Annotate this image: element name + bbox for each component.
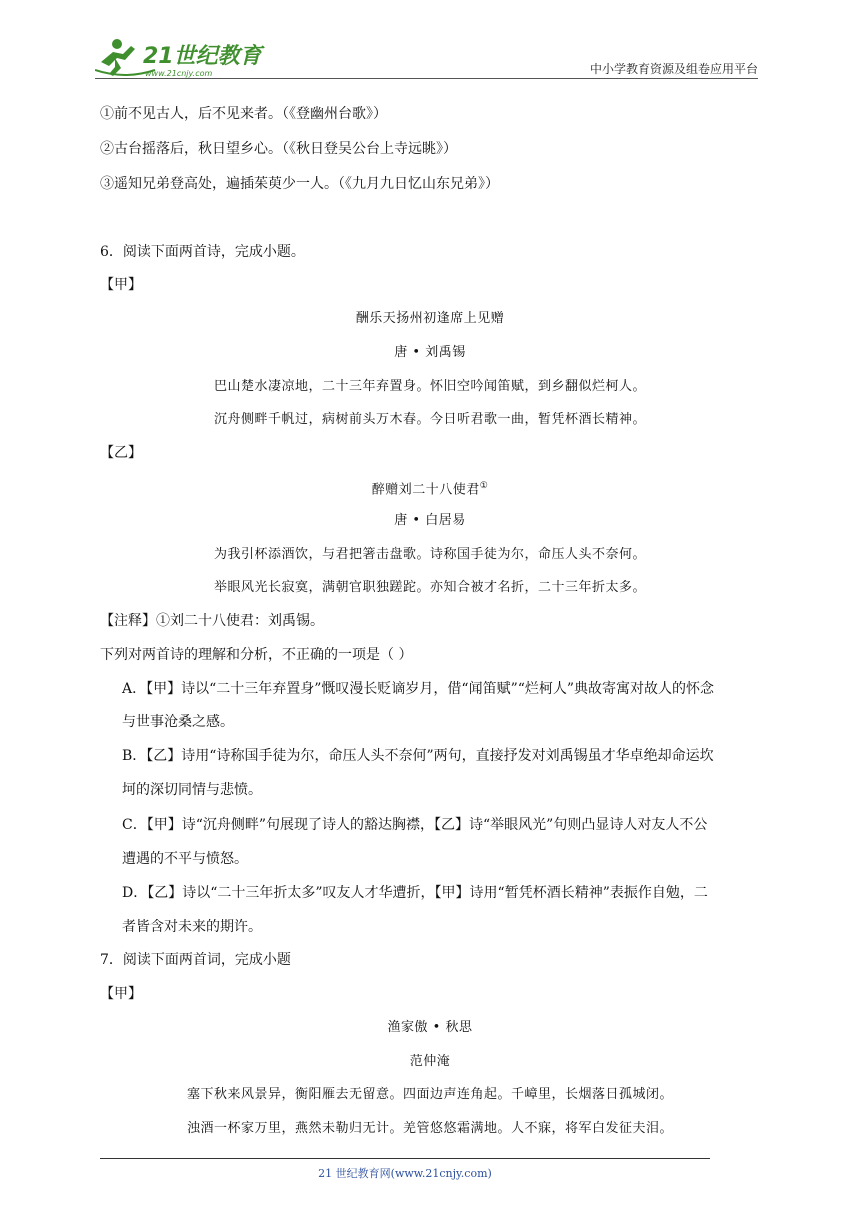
q6-yi-line-1: 为我引杯添酒饮，与君把箸击盘歌。诗称国手徒为尔，命压人头不奈何。 [213, 547, 646, 562]
q6-yi-tag: 【乙】 [100, 445, 142, 461]
q7-stem: 7．阅读下面两首词，完成小题 [100, 952, 291, 968]
footer-divider [100, 1158, 710, 1159]
option-d-line-2: 者皆含对未来的期许。 [122, 919, 262, 935]
prev-line-1: ①前不见古人，后不见来者。（《登幽州台歌》） [100, 106, 387, 122]
q6-jia-author: 唐 • 刘禹锡 [394, 345, 466, 360]
q6-yi-title: 醉赠刘二十八使君① [371, 481, 489, 498]
q7-line-2: 浊酒一杯家万里，燕然未勒归无计。羌管悠悠霜满地。人不寐，将军白发征夫泪。 [186, 1121, 673, 1136]
option-a-line-1: A．【甲】诗以“二十三年弃置身”慨叹漫长贬谪岁月，借“闻笛赋”“烂柯人”典故寄寓对故人的怀念 [122, 681, 715, 697]
q6-note: 【注释】①刘二十八使君：刘禹锡。 [100, 613, 324, 629]
option-b-line-2: 坷的深切同情与悲愤。 [122, 782, 262, 798]
option-d-line-1: D．【乙】诗以“二十三年折太多”叹友人才华遭折，【甲】诗用“暂凭杯酒长精神”表振作自勉，二 [122, 885, 708, 901]
logo-text: 21世纪教育 [143, 44, 262, 69]
q6-stem: 6．阅读下面两首诗，完成小题。 [100, 244, 305, 260]
footer-link[interactable]: 21 世纪教育网(www.21cnjy.com) [318, 1167, 492, 1180]
option-c-line-1: C．【甲】诗“沉舟侧畔”句展现了诗人的豁达胸襟，【乙】诗“举眼风光”句则凸显诗人对友人不公 [122, 817, 708, 833]
q6-yi-line-2: 举眼风光长寂寞，满朝官职独蹉跎。亦知合被才名折，二十三年折太多。 [213, 580, 646, 595]
q7-title: 渔家傲 • 秋思 [387, 1020, 473, 1035]
prev-line-3: ③遥知兄弟登高处，遍插茱萸少一人。（《九月九日忆山东兄弟》） [100, 176, 499, 192]
logo [95, 36, 265, 80]
q7-author: 范仲淹 [409, 1054, 451, 1069]
page-header [95, 36, 758, 80]
q6-jia-line-2: 沉舟侧畔千帆过，病树前头万木春。今日听君歌一曲，暂凭杯酒长精神。 [213, 412, 646, 427]
note-marker: ① [479, 481, 489, 491]
header-divider [95, 78, 758, 79]
option-c-line-2: 遭遇的不平与愤怒。 [122, 851, 248, 867]
q6-jia-title: 酬乐天扬州初逢席上见赠 [355, 311, 505, 326]
logo-url: www.21cnjy.com [145, 69, 213, 78]
q7-line-1: 塞下秋来风景异，衡阳雁去无留意。四面边声连角起。千嶂里，长烟落日孤城闭。 [186, 1087, 673, 1102]
q7-jia-tag: 【甲】 [100, 986, 142, 1002]
q6-jia-line-1: 巴山楚水凄凉地，二十三年弃置身。怀旧空吟闻笛赋，到乡翻似烂柯人。 [213, 379, 646, 394]
runner-logo-icon [95, 36, 265, 80]
option-a-line-2: 与世事沧桑之感。 [122, 714, 234, 730]
q6-question: 下列对两首诗的理解和分析，不正确的一项是（ ） [100, 647, 413, 663]
platform-name: 中小学教育资源及组卷应用平台 [589, 62, 758, 76]
prev-line-2: ②古台摇落后，秋日望乡心。（《秋日登吴公台上寺远眺》） [100, 141, 457, 157]
q6-yi-author: 唐 • 白居易 [394, 513, 466, 528]
q6-jia-tag: 【甲】 [100, 277, 142, 293]
option-b-line-1: B．【乙】诗用“诗称国手徒为尔，命压人头不奈何”两句，直接抒发对刘禹锡虽才华卓绝却命运坎 [122, 748, 714, 764]
